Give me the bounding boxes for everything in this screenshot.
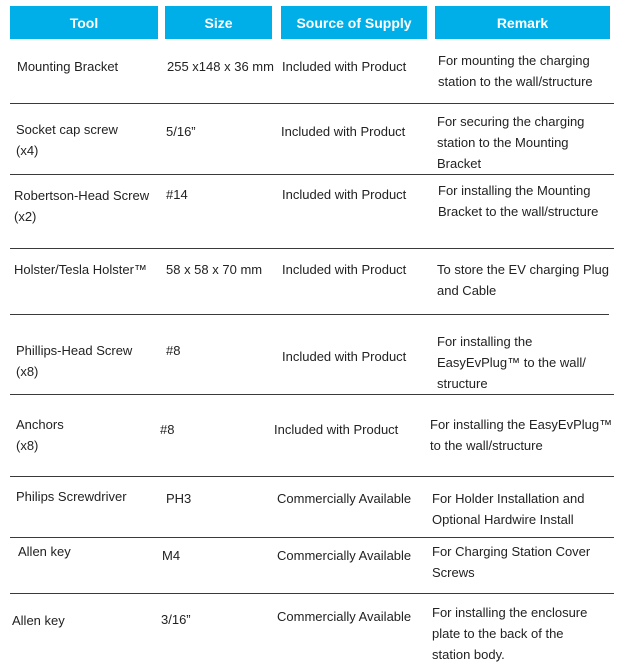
remark-cell-line: plate to the back of the: [432, 626, 564, 641]
row-divider: [10, 174, 614, 175]
remark-cell-line: To store the EV charging Plug: [437, 262, 609, 277]
source-cell: Included with Product: [282, 187, 407, 202]
tool-cell-line: Allen key: [18, 544, 71, 559]
remark-cell: [432, 602, 587, 665]
source-cell: Included with Product: [282, 262, 407, 277]
size-cell: #8: [166, 343, 181, 358]
remark-cell-line: For installing the EasyEvPlug™: [430, 417, 613, 432]
remark-cell-line: For installing the enclosure: [432, 605, 588, 620]
tool-cell: [16, 486, 127, 507]
remark-cell-line: station body.: [432, 647, 505, 662]
source-cell: Included with Product: [274, 422, 399, 437]
remark-cell-line: and Cable: [437, 283, 497, 298]
tool-cell-line: (x8): [16, 364, 39, 379]
remark-cell: [430, 414, 612, 456]
remark-cell-line: For installing the Mounting: [438, 183, 591, 198]
row-divider: [10, 394, 614, 395]
remark-cell: [438, 50, 593, 92]
tool-cell: [16, 340, 132, 382]
remark-cell-line: station to the wall/structure: [438, 74, 593, 89]
size-cell: 58 x 58 x 70 mm: [166, 262, 263, 277]
size-cell: 5/16”: [166, 124, 196, 139]
source-cell: Included with Product: [282, 59, 407, 74]
remark-cell-line: For Holder Installation and: [432, 491, 585, 506]
source-cell: Commercially Available: [277, 548, 412, 563]
size-cell: 3/16”: [161, 612, 191, 627]
tool-cell: [14, 185, 149, 227]
row-divider: [10, 248, 614, 249]
header-size: Size: [165, 6, 272, 39]
tool-cell-line: Holster/Tesla Holster™: [14, 262, 147, 277]
row-divider: [10, 593, 614, 594]
source-cell: Included with Product: [281, 124, 406, 139]
size-cell: 255 x148 x 36 mm: [167, 59, 274, 74]
tool-cell: [16, 414, 64, 456]
remark-cell-line: For Charging Station Cover: [432, 544, 591, 559]
remark-cell-line: Screws: [432, 565, 475, 580]
tool-cell-line: (x2): [14, 209, 37, 224]
remark-cell: [438, 180, 598, 222]
tool-cell: [14, 259, 147, 280]
remark-cell: [437, 111, 584, 174]
header-remark: Remark: [435, 6, 610, 39]
tool-cell-line: Mounting Bracket: [17, 59, 119, 74]
row-divider: [10, 537, 614, 538]
tool-cell-line: Robertson-Head Screw: [14, 188, 150, 203]
size-cell: #14: [166, 187, 188, 202]
row-divider: [10, 476, 614, 477]
tool-cell-line: Philips Screwdriver: [16, 489, 127, 504]
remark-cell-line: to the wall/structure: [430, 438, 543, 453]
remark-cell: [437, 331, 586, 394]
tool-cell-line: Socket cap screw: [16, 122, 118, 137]
tool-cell-line: Allen key: [12, 613, 65, 628]
size-cell: PH3: [166, 491, 192, 506]
remark-cell: [432, 541, 590, 583]
tool-cell-line: (x4): [16, 143, 39, 158]
remark-cell-line: For installing the: [437, 334, 533, 349]
header-tool: Tool: [10, 6, 158, 39]
source-cell: Commercially Available: [277, 609, 412, 624]
tool-cell-line: Anchors: [16, 417, 64, 432]
remark-cell: [432, 488, 584, 530]
remark-cell-line: EasyEvPlug™ to the wall/: [437, 355, 586, 370]
remark-cell-line: station to the Mounting: [437, 135, 569, 150]
source-cell: Included with Product: [282, 349, 407, 364]
remark-cell: [437, 259, 609, 301]
tool-cell: [17, 56, 118, 77]
header-source-of-supply: Source of Supply: [281, 6, 427, 39]
remark-cell-line: Optional Hardwire Install: [432, 512, 574, 527]
source-cell: Commercially Available: [277, 491, 412, 506]
remark-cell-line: For securing the charging: [437, 114, 585, 129]
row-divider: [10, 103, 614, 104]
tool-cell-line: Phillips-Head Screw: [16, 343, 133, 358]
tool-cell: [16, 119, 118, 161]
tool-cell: [18, 541, 71, 562]
remark-cell-line: structure: [437, 376, 488, 391]
tool-cell-line: (x8): [16, 438, 39, 453]
size-cell: M4: [162, 548, 181, 563]
remark-cell-line: Bracket to the wall/structure: [438, 204, 599, 219]
remark-cell-line: For mounting the charging: [438, 53, 590, 68]
row-divider: [10, 314, 609, 315]
size-cell: #8: [160, 422, 175, 437]
tool-cell: [12, 610, 65, 631]
remark-cell-line: Bracket: [437, 156, 482, 171]
